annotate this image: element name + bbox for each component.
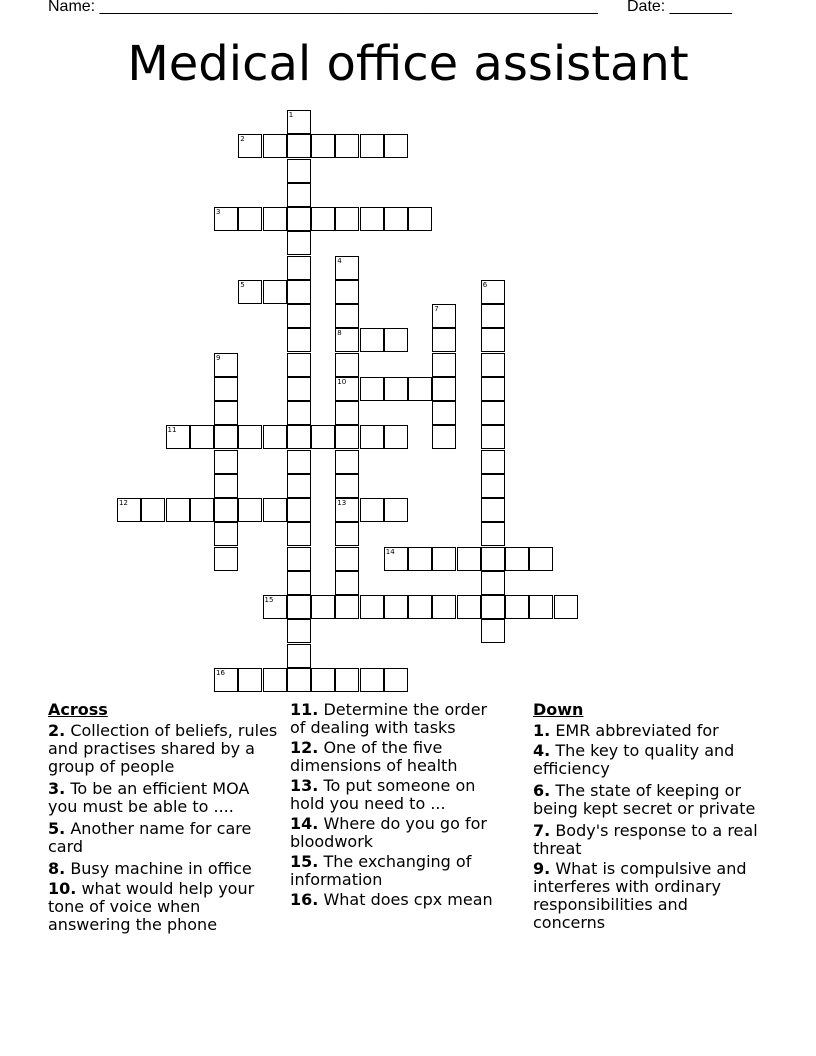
grid-cell[interactable] xyxy=(335,450,359,474)
grid-cell[interactable] xyxy=(432,353,456,377)
grid-cell[interactable] xyxy=(481,522,505,546)
grid-cell[interactable] xyxy=(214,668,238,692)
grid-cell[interactable] xyxy=(360,207,384,231)
clue-number: 4. xyxy=(533,741,551,760)
clue-number: 6. xyxy=(533,781,551,800)
grid-cell[interactable] xyxy=(287,183,311,207)
clue-number: 5. xyxy=(48,819,66,838)
down-heading: Down xyxy=(533,700,584,719)
grid-cell[interactable] xyxy=(384,547,408,571)
grid-cell[interactable] xyxy=(287,328,311,352)
grid-cell[interactable] xyxy=(287,207,311,231)
grid-cell[interactable] xyxy=(287,134,311,158)
across-clue-list xyxy=(48,722,280,934)
cell-number: 16 xyxy=(216,668,225,677)
clue-across-11 xyxy=(290,701,505,737)
clue-text: EMR abbreviated for xyxy=(555,721,719,740)
grid-cell[interactable] xyxy=(238,134,262,158)
grid-cell[interactable] xyxy=(481,547,505,571)
grid-cell[interactable] xyxy=(360,668,384,692)
grid-cell[interactable] xyxy=(481,401,505,425)
grid-cell[interactable] xyxy=(360,328,384,352)
grid-cell[interactable] xyxy=(481,498,505,522)
clue-number: 11. xyxy=(290,700,319,719)
grid-cell[interactable] xyxy=(311,425,335,449)
grid-cell[interactable] xyxy=(141,498,165,522)
grid-cell[interactable] xyxy=(287,522,311,546)
grid-cell[interactable] xyxy=(335,522,359,546)
grid-cell[interactable] xyxy=(360,377,384,401)
clue-text: To put someone on hold you need to ... xyxy=(290,776,476,813)
grid-cell[interactable] xyxy=(287,619,311,643)
grid-cell[interactable] xyxy=(287,595,311,619)
clue-text: what would help your tone of voice when answering the phone xyxy=(48,879,255,934)
grid-cell[interactable] xyxy=(287,474,311,498)
clue-across-2 xyxy=(48,722,280,776)
grid-cell[interactable] xyxy=(529,595,553,619)
grid-cell[interactable] xyxy=(335,256,359,280)
grid-cell[interactable] xyxy=(432,304,456,328)
grid-cell[interactable] xyxy=(214,450,238,474)
clue-number: 8. xyxy=(48,859,66,878)
grid-cell[interactable] xyxy=(408,595,432,619)
cell-number: 3 xyxy=(216,208,221,216)
clue-across-8 xyxy=(48,860,280,878)
grid-cell[interactable] xyxy=(238,425,262,449)
grid-cell[interactable] xyxy=(335,668,359,692)
grid-cell[interactable] xyxy=(214,401,238,425)
grid-cell[interactable] xyxy=(554,595,578,619)
grid-cell[interactable] xyxy=(384,207,408,231)
grid-cell[interactable] xyxy=(360,498,384,522)
grid-cell[interactable] xyxy=(335,547,359,571)
grid-cell[interactable] xyxy=(214,498,238,522)
grid-cell[interactable] xyxy=(481,571,505,595)
clue-text: Determine the order of dealing with tasks xyxy=(290,700,488,737)
grid-cell[interactable] xyxy=(481,304,505,328)
grid-cell[interactable] xyxy=(481,328,505,352)
grid-cell[interactable] xyxy=(335,498,359,522)
clue-text: The key to quality and efficiency xyxy=(533,741,735,778)
grid-cell[interactable] xyxy=(432,377,456,401)
grid-cell[interactable] xyxy=(408,207,432,231)
clue-text: The state of keeping or being kept secret or private xyxy=(533,781,756,818)
grid-cell[interactable] xyxy=(384,595,408,619)
grid-cell[interactable] xyxy=(166,425,190,449)
grid-cell[interactable] xyxy=(335,280,359,304)
clue-text: Collection of beliefs, rules and practises shared by a group of people xyxy=(48,721,278,776)
clue-down-4 xyxy=(533,742,765,778)
grid-cell[interactable] xyxy=(481,450,505,474)
grid-cell[interactable] xyxy=(190,498,214,522)
grid-cell[interactable] xyxy=(287,280,311,304)
grid-cell[interactable] xyxy=(335,401,359,425)
grid-cell[interactable] xyxy=(287,377,311,401)
clue-across-15 xyxy=(290,853,505,889)
clue-across-12 xyxy=(290,739,505,775)
clue-text: Busy machine in office xyxy=(70,859,252,878)
grid-cell[interactable] xyxy=(214,353,238,377)
clue-across-16 xyxy=(290,891,505,909)
cell-number: 7 xyxy=(434,305,439,313)
clue-text: Where do you go for bloodwork xyxy=(290,814,487,851)
grid-cell[interactable] xyxy=(457,595,481,619)
grid-cell[interactable] xyxy=(214,547,238,571)
clue-text: What does cpx mean xyxy=(323,890,493,909)
grid-cell[interactable] xyxy=(408,547,432,571)
cell-number: 14 xyxy=(385,547,395,556)
grid-cell[interactable] xyxy=(408,377,432,401)
down-clue-list xyxy=(533,722,765,932)
grid-cell[interactable] xyxy=(432,425,456,449)
cell-number: 12 xyxy=(119,499,128,507)
grid-cell[interactable] xyxy=(481,595,505,619)
grid-cell[interactable] xyxy=(263,668,287,692)
grid-cell[interactable] xyxy=(263,134,287,158)
cell-number: 5 xyxy=(240,280,245,289)
grid-cell[interactable] xyxy=(360,425,384,449)
grid-cell[interactable] xyxy=(263,207,287,231)
clue-number: 15. xyxy=(290,852,319,871)
cell-number: 2 xyxy=(240,135,245,144)
grid-cell[interactable] xyxy=(238,668,262,692)
across-clues-column xyxy=(48,701,280,938)
grid-cell[interactable] xyxy=(360,134,384,158)
grid-cell[interactable] xyxy=(360,595,384,619)
grid-cell[interactable] xyxy=(287,425,311,449)
grid-cell[interactable] xyxy=(287,571,311,595)
grid-cell[interactable] xyxy=(335,425,359,449)
clue-number: 9. xyxy=(533,859,551,878)
clue-text: Body's response to a real threat xyxy=(533,821,758,858)
clue-number: 3. xyxy=(48,779,66,798)
clue-number: 16. xyxy=(290,890,319,909)
grid-cell[interactable] xyxy=(263,280,287,304)
grid-cell[interactable] xyxy=(287,401,311,425)
grid-cell[interactable] xyxy=(335,207,359,231)
cell-number: 13 xyxy=(337,499,347,507)
grid-cell[interactable] xyxy=(238,280,262,304)
clue-down-9 xyxy=(533,860,765,932)
across-heading: Across xyxy=(48,700,108,719)
grid-cell[interactable] xyxy=(481,280,505,304)
clue-down-1 xyxy=(533,722,765,740)
grid-cell[interactable] xyxy=(214,474,238,498)
clue-number: 10. xyxy=(48,879,77,898)
clue-across-3 xyxy=(48,780,280,816)
grid-cell[interactable] xyxy=(481,474,505,498)
clue-text: Another name for care card xyxy=(48,819,252,856)
clue-number: 7. xyxy=(533,821,551,840)
grid-cell[interactable] xyxy=(238,498,262,522)
grid-cell[interactable] xyxy=(287,231,311,255)
grid-cell[interactable] xyxy=(238,207,262,231)
grid-cell[interactable] xyxy=(214,207,238,231)
grid-cell[interactable] xyxy=(117,498,141,522)
cell-number: 9 xyxy=(216,353,221,362)
cell-number: 15 xyxy=(264,596,274,604)
grid-cell[interactable] xyxy=(505,595,529,619)
date-field-line[interactable]: Date: _______ xyxy=(627,0,732,15)
grid-cell[interactable] xyxy=(263,595,287,619)
grid-cell[interactable] xyxy=(335,474,359,498)
clue-down-6 xyxy=(533,782,765,818)
cell-number: 8 xyxy=(337,329,342,338)
grid-cell[interactable] xyxy=(432,547,456,571)
clue-text: One of the five dimensions of health xyxy=(290,738,458,775)
grid-cell[interactable] xyxy=(335,377,359,401)
clue-number: 1. xyxy=(533,721,551,740)
grid-cell[interactable] xyxy=(311,134,335,158)
grid-cell[interactable] xyxy=(287,353,311,377)
clue-text: What is compulsive and interferes with ordinary responsibilities and concerns xyxy=(533,859,747,932)
cell-number: 10 xyxy=(337,377,347,386)
clue-number: 12. xyxy=(290,738,319,757)
grid-cell[interactable] xyxy=(311,595,335,619)
cell-number: 11 xyxy=(167,426,177,435)
grid-cell[interactable] xyxy=(263,425,287,449)
grid-cell[interactable] xyxy=(505,547,529,571)
grid-cell[interactable] xyxy=(432,595,456,619)
grid-cell[interactable] xyxy=(384,498,408,522)
clue-down-7 xyxy=(533,822,765,858)
grid-cell[interactable] xyxy=(190,425,214,449)
grid-cell[interactable] xyxy=(335,353,359,377)
grid-cell[interactable] xyxy=(384,134,408,158)
clue-text: To be an efficient MOA you must be able to .... xyxy=(48,779,250,816)
grid-cell[interactable] xyxy=(432,328,456,352)
grid-cell[interactable] xyxy=(481,353,505,377)
grid-cell[interactable] xyxy=(335,304,359,328)
grid-cell[interactable] xyxy=(335,134,359,158)
grid-cell[interactable] xyxy=(287,498,311,522)
clue-across-5 xyxy=(48,820,280,856)
grid-cell[interactable] xyxy=(432,401,456,425)
grid-cell[interactable] xyxy=(214,377,238,401)
page-title: Medical office assistant xyxy=(127,36,689,92)
grid-cell[interactable] xyxy=(384,377,408,401)
grid-cell[interactable] xyxy=(287,547,311,571)
clue-across-10 xyxy=(48,880,280,934)
name-field-line[interactable]: Name: ________________________________________________________ xyxy=(48,0,598,15)
grid-cell[interactable] xyxy=(335,328,359,352)
clue-text: The exchanging of information xyxy=(290,852,472,889)
grid-cell[interactable] xyxy=(311,668,335,692)
grid-cell[interactable] xyxy=(384,425,408,449)
clue-number: 13. xyxy=(290,776,319,795)
cell-number: 6 xyxy=(482,280,488,289)
grid-cell[interactable] xyxy=(384,328,408,352)
grid-cell[interactable] xyxy=(287,110,311,134)
across-clues-continued-column xyxy=(290,701,505,913)
clue-across-13 xyxy=(290,777,505,813)
grid-cell[interactable] xyxy=(214,522,238,546)
grid-cell[interactable] xyxy=(287,668,311,692)
clue-number: 14. xyxy=(290,814,319,833)
grid-cell[interactable] xyxy=(384,668,408,692)
grid-cell[interactable] xyxy=(166,498,190,522)
grid-cell[interactable] xyxy=(287,450,311,474)
grid-cell[interactable] xyxy=(287,256,311,280)
grid-cell[interactable] xyxy=(481,425,505,449)
grid-cell[interactable] xyxy=(287,159,311,183)
grid-cell[interactable] xyxy=(287,644,311,668)
grid-cell[interactable] xyxy=(481,619,505,643)
grid-cell[interactable] xyxy=(335,595,359,619)
grid-cell[interactable] xyxy=(287,304,311,328)
cell-number: 4 xyxy=(337,256,342,265)
cell-number: 1 xyxy=(288,111,294,119)
clue-number: 2. xyxy=(48,721,66,740)
down-clues-column xyxy=(533,701,765,936)
clue-across-14 xyxy=(290,815,505,851)
grid-cell[interactable] xyxy=(214,425,238,449)
grid-cell[interactable] xyxy=(457,547,481,571)
grid-cell[interactable] xyxy=(529,547,553,571)
grid-cell[interactable] xyxy=(481,377,505,401)
grid-cell[interactable] xyxy=(311,207,335,231)
grid-cell[interactable] xyxy=(263,498,287,522)
grid-cell[interactable] xyxy=(335,571,359,595)
